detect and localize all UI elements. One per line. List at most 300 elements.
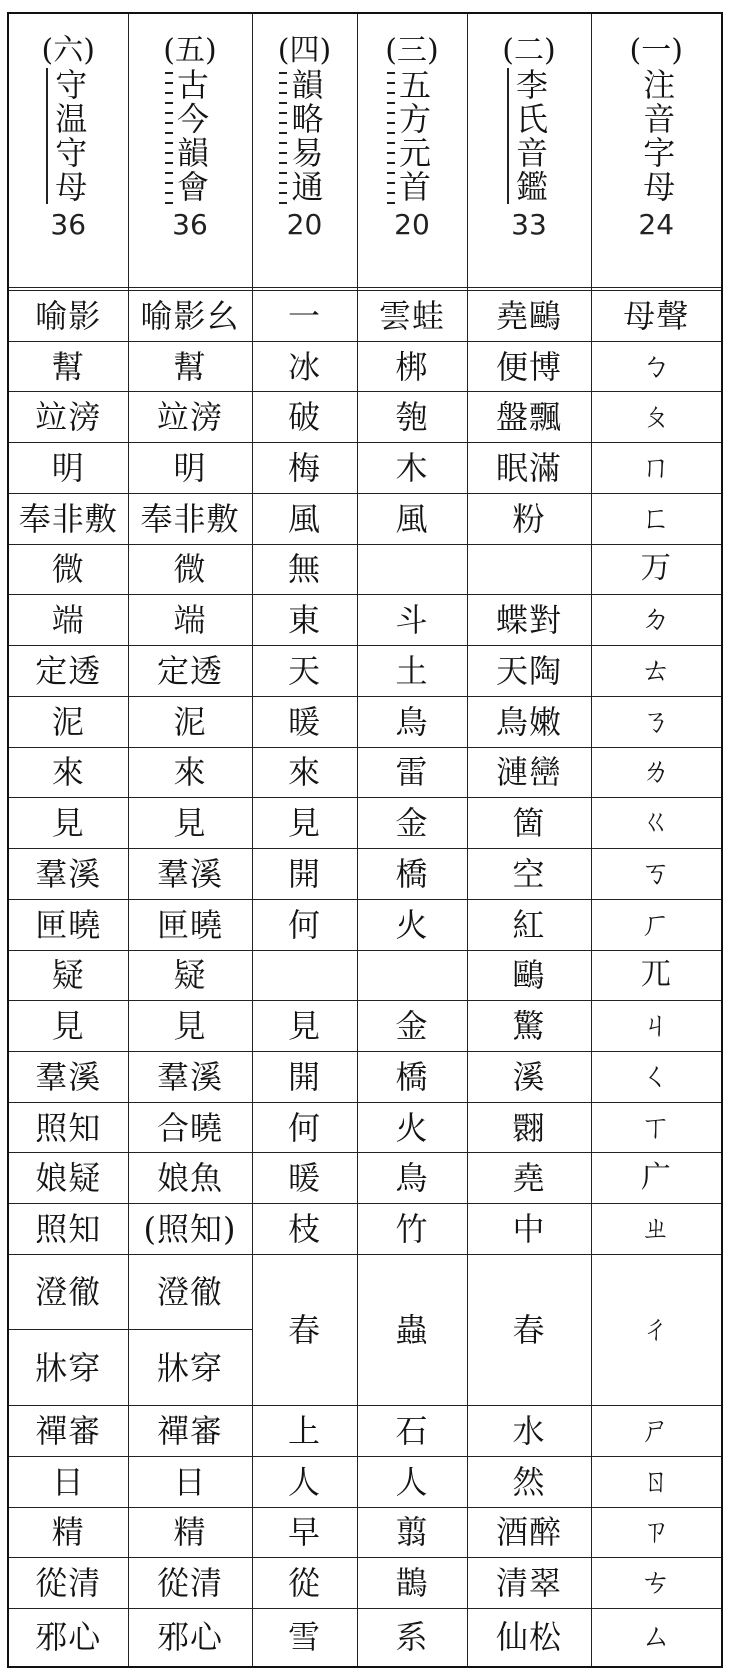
cell-text: 然 <box>512 1462 546 1501</box>
header-count: 20 <box>286 208 323 241</box>
table-cell <box>591 1204 722 1255</box>
cell-text: 明 <box>173 449 207 488</box>
table-cell <box>128 798 252 849</box>
cell-text: ㄫ <box>640 957 672 993</box>
table-cell <box>252 1204 357 1255</box>
table-row <box>8 1001 722 1052</box>
table-cell <box>357 1507 467 1558</box>
book-title-wavy-mark <box>165 68 173 204</box>
table-cell <box>357 1001 467 1052</box>
cell-text: 酒醉 <box>495 1513 562 1552</box>
table-row <box>8 341 722 392</box>
cell-text: 無 <box>287 550 321 589</box>
cell-text: 鷗 <box>512 956 546 995</box>
cell-text: 娘疑 <box>35 1159 102 1198</box>
cell-text: 天 <box>287 651 321 690</box>
table-cell <box>8 290 128 341</box>
cell-text: 早 <box>287 1513 321 1552</box>
header-title-char: 五 <box>398 66 431 104</box>
cell-text: 漣巒 <box>495 753 562 792</box>
table-cell <box>128 443 252 494</box>
cell-text: 盤飄 <box>495 398 562 437</box>
cell-text: 破 <box>287 398 321 437</box>
header-column <box>9 14 128 287</box>
table-cell <box>252 1608 357 1667</box>
table-cell <box>8 392 128 443</box>
table-cell <box>591 493 722 544</box>
table-cell <box>591 1001 722 1052</box>
cell-text: 竹 <box>395 1210 429 1249</box>
table-cell <box>252 595 357 646</box>
cell-text: 從清 <box>156 1564 223 1603</box>
cell-text: ㄒ <box>640 1109 672 1145</box>
table-cell <box>357 290 467 341</box>
table-row <box>8 1456 722 1507</box>
table-cell <box>128 646 252 697</box>
cell-text: 仙松 <box>495 1618 562 1657</box>
table-cell <box>252 1102 357 1153</box>
cell-text: 奉非敷 <box>18 499 118 538</box>
table-cell <box>252 1558 357 1609</box>
table-cell <box>252 646 357 697</box>
table-cell <box>591 341 722 392</box>
table-cell <box>8 1507 128 1558</box>
table-cell <box>8 696 128 747</box>
header-row <box>8 13 722 287</box>
cell-text: 翦 <box>395 1513 429 1552</box>
table-cell <box>591 899 722 950</box>
table-cell <box>8 1153 128 1204</box>
table-cell <box>8 798 128 849</box>
table-row <box>8 646 722 697</box>
table-cell <box>357 899 467 950</box>
table-cell <box>128 1558 252 1609</box>
proper-name-underline <box>46 68 49 204</box>
table-cell <box>357 1456 467 1507</box>
table-cell <box>467 646 591 697</box>
cell-text: 照知 <box>35 1210 102 1249</box>
cell-text: 金 <box>395 804 429 843</box>
cell-text: 眠滿 <box>495 449 562 488</box>
cell-text: ㄎ <box>640 855 672 891</box>
header-count: 36 <box>172 208 208 241</box>
cell-text: (照知) <box>143 1210 237 1249</box>
table-cell <box>357 1051 467 1102</box>
cell-text: 泥 <box>173 702 207 741</box>
table-cell <box>591 798 722 849</box>
table-cell <box>591 1608 722 1667</box>
table-cell <box>467 696 591 747</box>
table-cell <box>467 1204 591 1255</box>
table-cell <box>8 1456 128 1507</box>
cell-text: 鳥嫩 <box>495 702 562 741</box>
table-cell <box>252 1406 357 1457</box>
cell-text: 開 <box>287 1057 321 1096</box>
table-cell <box>252 1153 357 1204</box>
source-header-1 <box>8 13 128 287</box>
table-cell <box>128 1001 252 1052</box>
header-number: (二) <box>502 33 556 68</box>
table-cell <box>467 1456 591 1507</box>
cell-text: 日 <box>173 1462 207 1501</box>
table-cell <box>128 1608 252 1667</box>
cell-text: ㄖ <box>640 1463 672 1499</box>
cell-text: 牀穿 <box>156 1348 223 1387</box>
header-number: (五) <box>163 33 217 68</box>
table-cell <box>467 493 591 544</box>
header-title-char: 通 <box>291 168 324 206</box>
table-cell <box>8 1204 128 1255</box>
table-cell <box>8 899 128 950</box>
cell-text: ㄆ <box>640 399 672 435</box>
merged-cell <box>357 1254 467 1405</box>
header-title-char: 母 <box>643 168 676 206</box>
cell-text: ㄓ <box>640 1211 672 1247</box>
table-cell <box>128 1102 252 1153</box>
cell-text: 清翠 <box>495 1564 562 1603</box>
table-cell <box>467 849 591 900</box>
cell-text: 精 <box>51 1513 85 1552</box>
table-cell <box>357 1558 467 1609</box>
table-cell <box>591 595 722 646</box>
table-cell <box>128 1406 252 1457</box>
table-cell <box>252 798 357 849</box>
cell-text: 喻影 <box>35 296 102 335</box>
table-cell <box>8 1102 128 1153</box>
table-cell <box>128 950 252 1001</box>
table-cell <box>591 696 722 747</box>
cell-text: 母聲 <box>623 296 690 335</box>
cell-text: 奉非敷 <box>140 499 240 538</box>
cell-text: 何 <box>287 905 321 944</box>
table-row <box>8 747 722 798</box>
table-row <box>8 1507 722 1558</box>
cell-text: 見 <box>287 804 321 843</box>
header-title-char: 氏 <box>515 100 548 138</box>
header-title <box>171 68 209 204</box>
table-row <box>8 696 722 747</box>
table-cell <box>591 1558 722 1609</box>
header-title-char: 音 <box>515 134 548 172</box>
table-cell <box>128 1153 252 1204</box>
cell-text: 禪審 <box>156 1411 223 1450</box>
cell-text: 箇 <box>512 804 546 843</box>
table-cell <box>128 747 252 798</box>
table-row <box>8 493 722 544</box>
header-column <box>358 14 467 287</box>
cell-text: 端 <box>51 601 85 640</box>
table-cell <box>357 849 467 900</box>
table-cell <box>8 1406 128 1457</box>
cell-text: 泥 <box>51 702 85 741</box>
cell-text: 竝滂 <box>35 398 102 437</box>
cell-text: 從 <box>287 1564 321 1603</box>
header-title-char: 守 <box>55 66 88 104</box>
table-cell <box>8 646 128 697</box>
table-cell <box>467 392 591 443</box>
cell-text: 土 <box>395 651 429 690</box>
table-cell <box>467 950 591 1001</box>
header-number: (一) <box>629 33 683 68</box>
table-cell <box>591 443 722 494</box>
cell-text: 冰 <box>287 347 321 386</box>
cell-text: 春 <box>287 1310 321 1349</box>
cell-text: 木 <box>395 449 429 488</box>
header-title-char: 温 <box>55 100 88 138</box>
header-title-char: 守 <box>55 134 88 172</box>
table-cell <box>8 950 128 1001</box>
table-cell <box>8 1558 128 1609</box>
table-cell <box>8 1001 128 1052</box>
cell-text: 梅 <box>287 449 321 488</box>
cell-text: 羣溪 <box>156 854 223 893</box>
merged-cell <box>591 1254 722 1405</box>
table-row <box>8 1153 722 1204</box>
header-column <box>129 14 252 287</box>
cell-text: 暖 <box>287 1159 321 1198</box>
header-number: (三) <box>385 33 439 68</box>
table-cell <box>357 1204 467 1255</box>
cell-text: 疑 <box>173 956 207 995</box>
cell-text: 微 <box>173 550 207 589</box>
table-cell <box>8 443 128 494</box>
table-cell <box>252 1051 357 1102</box>
header-title-char: 略 <box>291 100 324 138</box>
cell-text: 開 <box>287 854 321 893</box>
table-cell <box>252 493 357 544</box>
table-cell <box>357 341 467 392</box>
source-header-3 <box>252 13 357 287</box>
cell-text: 堯鷗 <box>495 296 562 335</box>
table-cell <box>128 1330 252 1406</box>
table-cell <box>591 1153 722 1204</box>
header-title-char: 元 <box>398 134 431 172</box>
table-cell <box>357 544 467 595</box>
table-cell <box>467 1153 591 1204</box>
cell-text: 來 <box>51 753 85 792</box>
cell-text: ㄐ <box>640 1008 672 1044</box>
cell-text: 橋 <box>395 1057 429 1096</box>
cell-text: ㄔ <box>640 1311 672 1347</box>
cell-text: 羣溪 <box>156 1057 223 1096</box>
table-cell <box>467 595 591 646</box>
table-row <box>8 1558 722 1609</box>
header-column <box>253 14 357 287</box>
table-cell <box>467 341 591 392</box>
table-cell <box>252 392 357 443</box>
table-cell <box>467 443 591 494</box>
table-cell <box>252 1507 357 1558</box>
cell-text: 幫 <box>51 347 85 386</box>
table-cell <box>591 1507 722 1558</box>
header-title-char: 音 <box>643 100 676 138</box>
cell-text: ㄋ <box>640 703 672 739</box>
cell-text: 端 <box>173 601 207 640</box>
cell-text: 翾 <box>512 1108 546 1147</box>
cell-text: 風 <box>395 499 429 538</box>
header-title <box>285 68 323 204</box>
cell-text: 雪 <box>287 1618 321 1657</box>
header-title-char: 今 <box>176 100 209 138</box>
cell-text: 溪 <box>512 1057 546 1096</box>
cell-text: 驚 <box>512 1007 546 1046</box>
cell-text: 便博 <box>495 347 562 386</box>
table-cell <box>252 747 357 798</box>
table-cell <box>252 696 357 747</box>
cell-text: ㄘ <box>640 1565 672 1601</box>
header-title <box>49 68 87 204</box>
table-cell <box>252 950 357 1001</box>
cell-text: 上 <box>287 1411 321 1450</box>
cell-text: ㄗ <box>640 1514 672 1550</box>
cell-text: 禪審 <box>35 1411 102 1450</box>
source-header-5 <box>467 13 591 287</box>
table-cell <box>357 646 467 697</box>
table-cell <box>591 646 722 697</box>
table-cell <box>8 747 128 798</box>
header-count: 33 <box>511 208 547 241</box>
table-cell <box>357 1153 467 1204</box>
header-title-char: 首 <box>398 168 431 206</box>
table-cell <box>8 341 128 392</box>
table-cell <box>8 1051 128 1102</box>
cell-text: 見 <box>51 804 85 843</box>
table-cell <box>591 290 722 341</box>
table-row <box>8 544 722 595</box>
table-row <box>8 950 722 1001</box>
cell-text: 一 <box>287 296 321 335</box>
cell-text: 蟲 <box>395 1310 429 1349</box>
table-row <box>8 798 722 849</box>
cell-text: 從清 <box>35 1564 102 1603</box>
source-header-4 <box>357 13 467 287</box>
table-cell <box>128 493 252 544</box>
header-number: (四) <box>277 33 332 68</box>
table-row <box>8 1102 722 1153</box>
table-cell <box>252 849 357 900</box>
header-column <box>468 14 591 287</box>
header-count: 20 <box>394 208 430 241</box>
header-title <box>393 68 431 204</box>
cell-text: 邪心 <box>156 1618 223 1657</box>
header-title-char: 鑑 <box>515 168 548 206</box>
table-cell <box>467 1507 591 1558</box>
table-cell <box>591 544 722 595</box>
table-cell <box>128 1507 252 1558</box>
cell-text: 精 <box>173 1513 207 1552</box>
cell-text: 邪心 <box>35 1618 102 1657</box>
cell-text: 空 <box>512 854 546 893</box>
table-cell <box>357 1608 467 1667</box>
table-row <box>8 1051 722 1102</box>
cell-text: 澄徹 <box>35 1273 102 1312</box>
cell-text: 見 <box>51 1007 85 1046</box>
header-title-char: 會 <box>176 168 209 206</box>
table-cell <box>8 1254 128 1330</box>
cell-text: 定透 <box>156 651 223 690</box>
table-cell <box>357 493 467 544</box>
merged-cell <box>252 1254 357 1405</box>
table-cell <box>128 290 252 341</box>
cell-text: ㄊ <box>640 652 672 688</box>
table-row <box>8 392 722 443</box>
table-cell <box>591 1051 722 1102</box>
table-cell <box>467 747 591 798</box>
cell-text: 照知 <box>35 1108 102 1147</box>
cell-text: 梆 <box>395 347 429 386</box>
book-title-wavy-mark <box>279 68 287 204</box>
header-title-char: 注 <box>643 66 676 104</box>
cell-text: 鳥 <box>395 702 429 741</box>
table-cell <box>252 1456 357 1507</box>
table-cell <box>8 493 128 544</box>
cell-text: 見 <box>287 1007 321 1046</box>
table-cell <box>467 1406 591 1457</box>
header-title <box>510 68 548 204</box>
cell-text: 雲蛙 <box>378 296 445 335</box>
cell-text: 枝 <box>287 1210 321 1249</box>
cell-text: 娘魚 <box>156 1159 223 1198</box>
table-cell <box>357 392 467 443</box>
cell-text: 匏 <box>395 398 429 437</box>
cell-text: 斗 <box>395 601 429 640</box>
header-number: (六) <box>41 33 95 68</box>
cell-text: 雷 <box>395 753 429 792</box>
table-cell <box>357 696 467 747</box>
cell-text: ㄪ <box>640 551 672 587</box>
cell-text: 堯 <box>512 1159 546 1198</box>
table-cell <box>252 1001 357 1052</box>
table-cell <box>357 1406 467 1457</box>
table-cell <box>357 443 467 494</box>
table-cell <box>128 899 252 950</box>
table-cell <box>591 1456 722 1507</box>
cell-text: 見 <box>173 804 207 843</box>
table-cell <box>128 392 252 443</box>
cell-text: ㄏ <box>640 906 672 942</box>
cell-text: 人 <box>395 1462 429 1501</box>
initials-comparison-table <box>7 12 723 1668</box>
cell-text: 竝滂 <box>156 398 223 437</box>
header-title-char: 母 <box>55 168 88 206</box>
cell-text: 日 <box>51 1462 85 1501</box>
cell-text: 火 <box>395 1108 429 1147</box>
cell-text: ㄕ <box>640 1412 672 1448</box>
table-cell <box>467 899 591 950</box>
cell-text: 匣曉 <box>35 905 102 944</box>
cell-text: 紅 <box>512 905 546 944</box>
table-row <box>8 1608 722 1667</box>
cell-text: ㄬ <box>640 1160 672 1196</box>
header-title-char: 韻 <box>176 134 209 172</box>
cell-text: 來 <box>173 753 207 792</box>
cell-text: 暖 <box>287 702 321 741</box>
cell-text: 粉 <box>512 499 546 538</box>
table-cell <box>357 747 467 798</box>
table-cell <box>467 290 591 341</box>
table-cell <box>252 899 357 950</box>
table-cell <box>357 798 467 849</box>
table-cell <box>467 1102 591 1153</box>
table-cell <box>467 798 591 849</box>
cell-text: ㄅ <box>640 348 672 384</box>
cell-text: ㄉ <box>640 602 672 638</box>
table-cell <box>8 1608 128 1667</box>
cell-text: 天陶 <box>495 651 562 690</box>
cell-text: 金 <box>395 1007 429 1046</box>
table-row <box>8 849 722 900</box>
header-title-char: 字 <box>643 134 676 172</box>
